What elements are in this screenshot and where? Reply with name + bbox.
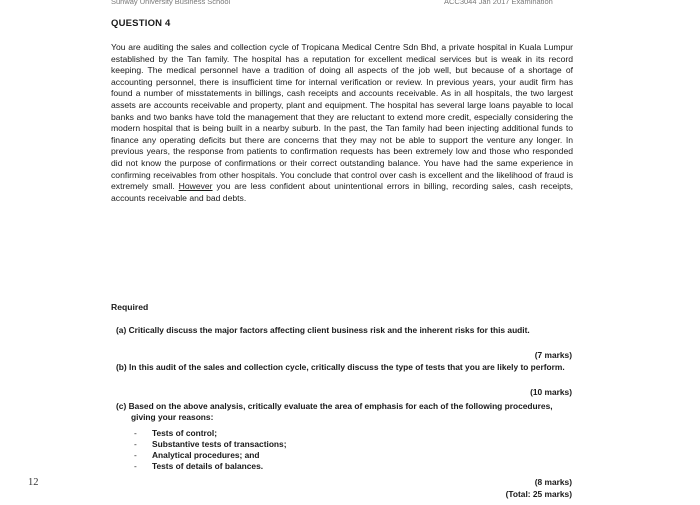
- requirement-b-text: (b) In this audit of the sales and collection cycle, critically discuss the type of tests that you are likely to perform.: [116, 362, 565, 372]
- dash-bullet-icon: -: [134, 461, 137, 471]
- header-exam: ACC3044 Jan 2017 Examination: [444, 0, 553, 6]
- requirement-c-text: (c) Based on the above analysis, critically evaluate the area of emphasis for each of the following procedures, giving your reasons:: [116, 401, 553, 422]
- dash-bullet-icon: -: [134, 428, 137, 438]
- requirement-a-marks: (7 marks): [534, 350, 572, 360]
- dash-bullet-icon: -: [134, 439, 137, 449]
- procedure-item: - Tests of control;: [134, 428, 217, 438]
- procedures-list: [134, 428, 287, 472]
- total-marks: (Total: 25 marks): [505, 489, 572, 499]
- procedure-item: - Substantive tests of transactions;: [134, 439, 287, 449]
- required-heading: Required: [111, 302, 149, 312]
- requirement-c: [116, 401, 572, 423]
- question-title: QUESTION 4: [111, 18, 171, 29]
- procedure-item: - Analytical procedures; and: [134, 450, 260, 460]
- question-body: [111, 42, 573, 204]
- requirement-a: [116, 325, 572, 336]
- dash-bullet-icon: -: [134, 450, 137, 460]
- requirement-b: [116, 362, 572, 373]
- requirement-c-marks: (8 marks): [534, 477, 572, 487]
- page-number: 12: [28, 477, 39, 488]
- requirement-b-marks: (10 marks): [530, 387, 572, 397]
- requirement-a-text: (a) Critically discuss the major factors affecting client business risk and the inherent risks for this audit.: [116, 325, 530, 335]
- procedure-item: - Tests of details of balances.: [134, 461, 264, 471]
- body-text-part2: you are less confident about unintentional errors in billing, recording sales, cash receipts, accounts receivable and bad debts.: [111, 181, 574, 203]
- body-text-part1: You are auditing the sales and collection cycle of Tropicana Medical Centre Sdn Bhd, a private hospital in Kuala Lumpur established by the Tan family. The hospital has a reputation for excellent medical services but is weak in its record keeping. The medical personnel have a tradition of doing all aspects of the job well, but because of a shortage of accounting personnel, there is insufficient time for internal verification or review. In previous years, your audit firm has found a number of misstatements in billings, cash receipts and accounts receivable. As in all hospitals, the two largest assets are accounts receivable and property, plant and equipment. The hospital has several large loans payable to local banks and two banks have told the management that they are reluctant to extend more credit, especially considering the modern hospital that is being built in a nearby suburb. In the past, the Tan family had been injecting additional funds to finance any operating deficits but there are concerns that they may not be able to support the venture any longer. In previous years, the response from patients to confirmation requests has been extremely low and those who responded did not know the purpose of confirmations or their correct outstanding balance. You have had the same experience in confirming receivables from other hospitals. You conclude that control over cash is excellent and the likelihood of fraud is extremely small.: [111, 42, 573, 192]
- body-text-underlined: However: [178, 181, 213, 192]
- header-school: Sunway University Business School: [111, 0, 231, 6]
